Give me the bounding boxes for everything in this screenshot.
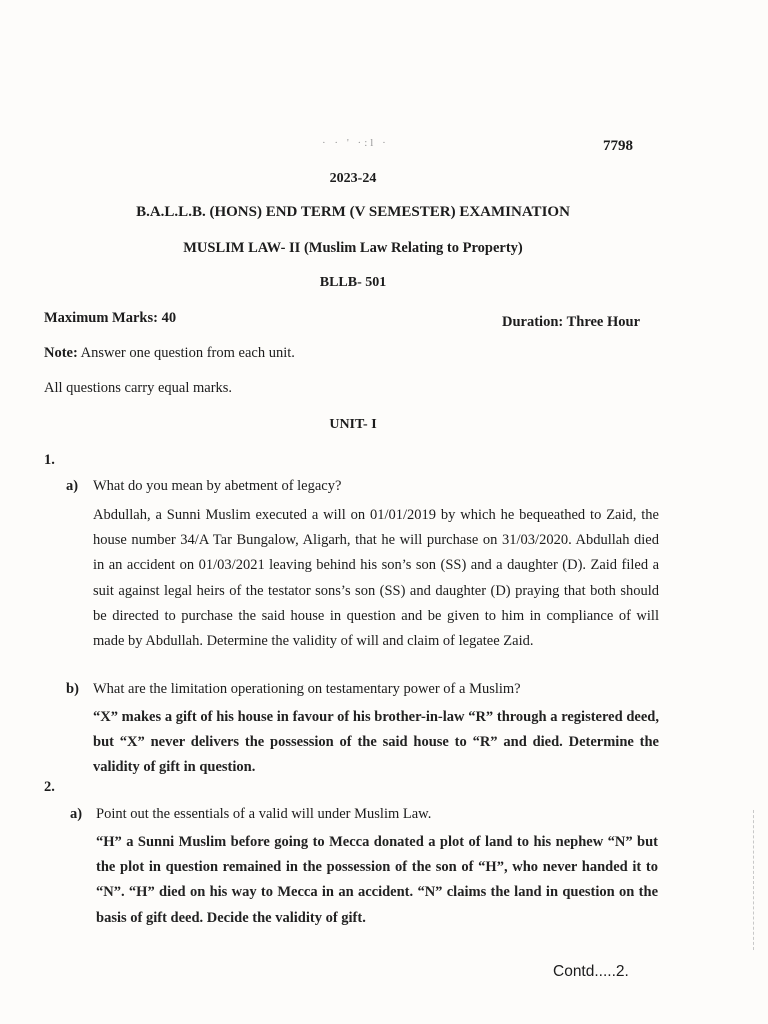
question-1b-body: “X” makes a gift of his house in favour of his brother-in-law “R” through a registered deed, but “X” never delivers the possession of the said house to “R” and died. Determine the validity of gift in question. xyxy=(93,709,659,776)
question-1-number: 1. xyxy=(44,452,55,468)
note xyxy=(44,345,295,362)
exam-year: 2023-24 xyxy=(329,171,377,186)
question-2a-title: Point out the essentials of a valid will under Muslim Law. xyxy=(96,806,432,822)
paper-code: 7798 xyxy=(603,138,633,154)
course-code: BLLB- 501 xyxy=(319,275,387,290)
question-2a-label: a) xyxy=(70,806,83,822)
note-text: Answer one question from each unit. xyxy=(77,345,295,361)
question-2-number: 2. xyxy=(44,779,55,795)
question-2a-body: “H” a Sunni Muslim before going to Mecca donated a plot of land to his nephew “N” but the plot in question remained in the possession of the son of “H”, who never handed it to “N”. “H” died on his way to Mecca in an accident. “N” claims the land in question on the basis of gift deed. Decide the validity of gift. xyxy=(96,834,658,926)
subject-title: MUSLIM LAW- II (Muslim Law Relating to Property) xyxy=(183,240,523,256)
scan-edge-marks xyxy=(751,810,754,950)
exam-title: B.A.L.L.B. (HONS) END TERM (V SEMESTER) EXAMINATION xyxy=(136,204,570,220)
unit-title: UNIT- I xyxy=(329,417,377,432)
equal-marks-note: All questions carry equal marks. xyxy=(44,380,233,396)
continued-marker: Contd.....2. xyxy=(553,963,629,980)
duration: Duration: Three Hour xyxy=(502,314,641,330)
stamp-marks: · · ' ·:l · xyxy=(322,137,389,149)
question-1a-title: What do you mean by abetment of legacy? xyxy=(93,478,342,494)
note-label: Note: xyxy=(44,345,78,361)
question-1b-title: What are the limitation operationing on testamentary power of a Muslim? xyxy=(93,681,521,697)
question-1a-body: Abdullah, a Sunni Muslim executed a will on 01/01/2019 by which he bequeathed to Zaid, the house number 34/A Tar Bungalow, Aligarh, that he will purchase on 31/03/2020. Abdullah died in an accident on 01/03/2021 leaving behind his son’s son (SS) and a daughter (D). Zaid filed a suit against legal heirs of the testator sons’s son (SS) and daughter (D) praying that both should be directed to purchase the said house in question and be given to him in compliance of will made by Abdullah. Determine the validity of will and claim of legatee Zaid. xyxy=(93,507,659,650)
maximum-marks: Maximum Marks: 40 xyxy=(44,310,177,326)
question-1a-label: a) xyxy=(66,478,79,494)
question-1b-label: b) xyxy=(66,681,79,697)
